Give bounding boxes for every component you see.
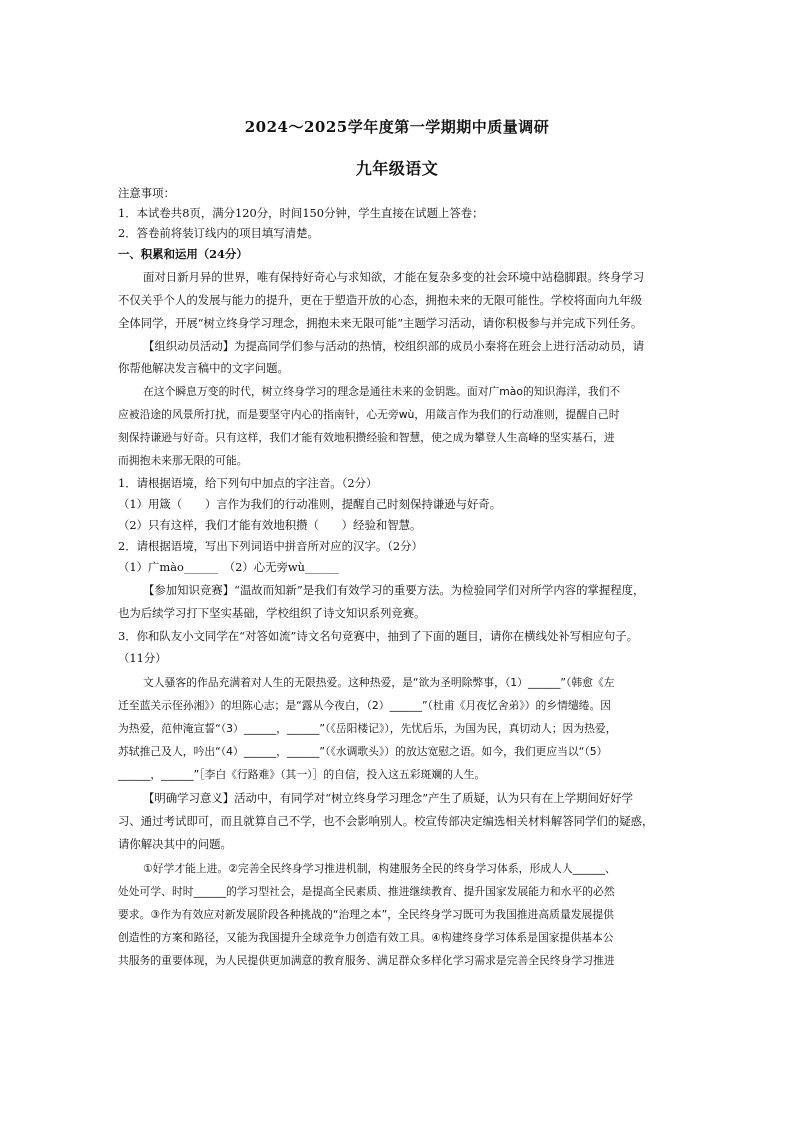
- task-paragraph-line: 【参加知识竞赛】“温故而知新”是我们有效学习的重要方法。为检验同学们对所学内容的掌握程度，: [143, 583, 645, 597]
- question-1-item: （1）用箴（ ）言作为我们的行动准则，提醒自己时刻保持谦逊与好奇。: [118, 497, 502, 511]
- poetry-passage-line: 为热爱，范仲淹宣誓“（3）______，______”（《岳阳楼记》），先忧后乐，为国为民，真切动人；因为热爱，: [118, 722, 617, 735]
- speech-excerpt-line: 在这个瞬息万变的时代，树立终身学习的理念是通往未来的金钥匙。面对广mào的知识海洋，我们不: [143, 385, 621, 398]
- notice-item: 2．答卷前将装订线内的项目填写清楚。: [118, 226, 319, 240]
- notice-heading: 注意事项：: [118, 186, 175, 200]
- question-3-points: （11分）: [118, 651, 167, 665]
- poetry-passage-line: 苏轼推己及人，吟出“（4）______，______”（《水调歌头》）的放达宽慰之语。如今，我们更应当以“（5）: [118, 745, 608, 758]
- intro-paragraph-line: 全体同学，开展“树立终身学习理念，拥抱未来无限可能”主题学习活动，请你积极参与并完成下列任务。: [118, 316, 643, 330]
- section-heading: 一、积累和运用（24分）: [118, 247, 248, 261]
- intro-paragraph-line: 面对日新月异的世界，唯有保持好奇心与求知欲，才能在复杂多变的社会环境中站稳脚跟。终身学习: [143, 270, 645, 284]
- task-paragraph-line: 习、通过考试即可，而且就算自己不学，也不会影响别人。校宣传部决定编选相关材料解答同学们的疑惑，: [118, 814, 654, 828]
- material-passage-line: ①好学才能上进。②完善全民终身学习推进机制，构建服务全民的终身学习体系，形成人人______、: [143, 862, 616, 875]
- question-1-item: （2）只有这样，我们才能有效地积攒（ ）经验和智慧。: [118, 518, 422, 532]
- material-passage-line: 共服务的重要体现，为人民提供更加满意的教育服务、满足群众多样化学习需求是完善全民终身学习推进: [118, 954, 615, 967]
- task-paragraph-line: 【组织动员活动】为提高同学们参与活动的热情，校组织部的成员小秦将在班会上进行活动动员，请: [143, 339, 645, 353]
- exam-title: 2024～2025学年度第一学期期中质量调研: [244, 118, 550, 136]
- task-paragraph-line: 请你解决其中的问题。: [118, 837, 232, 851]
- material-passage-line: 创造性的方案和路径，又能为我国提升全球竞争力创造有效工具。④构建终身学习体系是国家提供基本公: [118, 931, 614, 944]
- task-paragraph-line: 你帮他解决发言稿中的文字问题。: [118, 361, 289, 375]
- intro-paragraph-line: 不仅关乎个人的发展与能力的提升，更在于塑造开放的心态，拥抱未来的无限可能性。学校将面向九年级: [118, 293, 642, 307]
- task-paragraph-line: 也为后续学习打下坚实基础，学校组织了诗文知识系列竞赛。: [118, 606, 426, 620]
- poetry-passage-line: 文人骚客的作品充满着对人生的无限热爱。这种热爱，是“欲为圣明除弊事，（1）______”（韩愈《左: [143, 676, 615, 689]
- question-2: 2．请根据语境，写出下列词语中拼音所对应的汉字。（2分）: [118, 539, 423, 553]
- question-1: 1．请根据语境，给下列句中加点的字注音。（2分）: [118, 476, 378, 490]
- speech-excerpt-line: 刻保持谦逊与好奇。只有这样，我们才能有效地积攒经验和智慧，使之成为攀登人生高峰的坚实基石，进: [118, 431, 615, 444]
- notice-item: 1．本试卷共8页，满分120分，时间150分钟，学生直接在试题上答卷；: [118, 206, 484, 220]
- question-3: 3．你和队友小文同学在“对答如流”诗文名句竞赛中，抽到了下面的题目，请你在横线处补写相应句子。: [118, 629, 639, 643]
- question-2-item: （1）广mào______ （2）心无旁wù______: [118, 560, 340, 574]
- poetry-passage-line: ______，______”［李白《行路难》（其一）］的自信，投入这五彩斑斓的人生。: [118, 768, 486, 781]
- material-passage-line: 处处可学、时时______的学习型社会，是提高全民素质、推进继续教育、提升国家发展能力和水平的必然: [118, 885, 615, 898]
- speech-excerpt-line: 应被沿途的风景所打扰，而是要坚守内心的指南针，心无旁wù，用箴言作为我们的行动准则，提醒自己时: [118, 408, 620, 421]
- poetry-passage-line: 迁至蓝关示侄孙湘》）的坦陈心志；是“露从今夜白，（2）______”（杜甫《月夜忆舍弟》）的乡情缱绻。因: [118, 699, 612, 712]
- task-paragraph-line: 【明确学习意义】活动中，有同学对“树立终身学习理念”产生了质疑，认为只有在上学期间好好学: [143, 791, 634, 805]
- speech-excerpt-line: 而拥抱未来那无限的可能。: [118, 454, 248, 467]
- exam-subtitle: 九年级语文: [355, 159, 439, 178]
- material-passage-line: 要求。③作为有效应对新发展阶段各种挑战的“治理之本”，全民终身学习既可为我国推进高质量发展提供: [118, 908, 614, 921]
